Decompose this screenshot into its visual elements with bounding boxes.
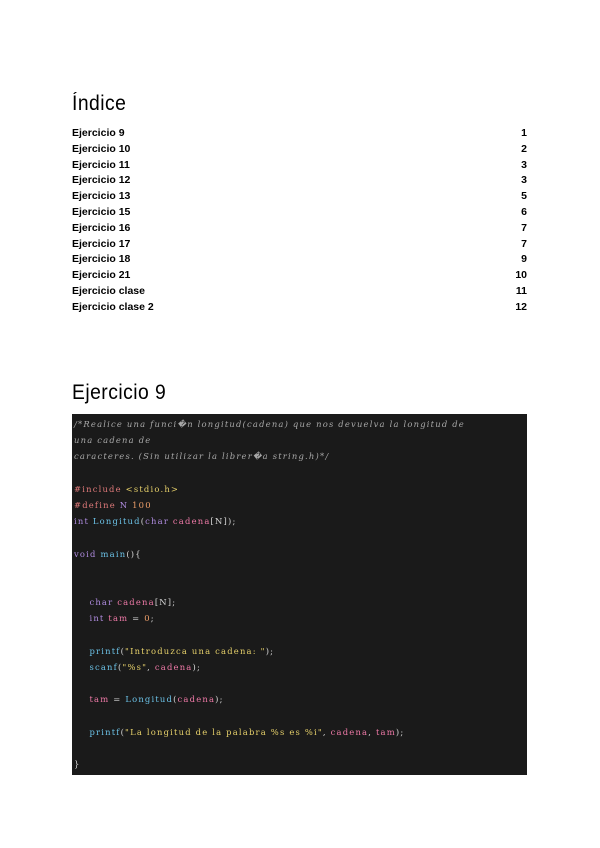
toc-entry[interactable] — [72, 205, 527, 221]
code-text — [72, 414, 527, 772]
code-variable: tam — [89, 694, 110, 705]
code-preprocessor: #include — [74, 483, 122, 494]
code-number: 0 — [144, 613, 151, 624]
toc-entry-page: 11 — [515, 284, 527, 297]
toc-entry-page: 9 — [521, 253, 527, 266]
code-macro: N — [119, 500, 129, 511]
toc-entry[interactable] — [72, 158, 527, 174]
code-punct: ); — [395, 726, 405, 737]
toc-entry-page: 2 — [521, 142, 527, 155]
code-punct: = — [109, 694, 126, 705]
code-variable: cadena — [172, 516, 211, 527]
toc-entry-label: Ejercicio 10 — [72, 142, 131, 155]
code-function: printf — [89, 726, 121, 737]
code-number: 100 — [132, 500, 152, 511]
code-variable: cadena — [330, 726, 369, 737]
table-of-contents — [72, 126, 527, 316]
toc-entry-label: Ejercicio 16 — [72, 221, 131, 234]
code-header: <stdio.h> — [125, 483, 180, 494]
code-type: int — [74, 516, 90, 527]
code-comment: caracteres. (Sin utilizar la librer�a string.h)*/ — [74, 451, 330, 462]
code-punct: ( — [140, 516, 146, 527]
code-punct: ); — [192, 662, 201, 673]
code-type: void — [74, 548, 97, 559]
toc-entry[interactable] — [72, 126, 527, 142]
toc-entry-label: Ejercicio 15 — [72, 205, 131, 218]
toc-entry-label: Ejercicio 21 — [72, 269, 131, 282]
code-type: int — [89, 613, 105, 624]
code-string: "%s" — [122, 662, 148, 673]
toc-entry[interactable] — [72, 237, 527, 253]
code-punct: = — [128, 613, 145, 624]
toc-entry-label: Ejercicio 11 — [72, 158, 130, 171]
code-punct: (){ — [126, 548, 142, 559]
code-comment: una cadena de — [74, 435, 152, 446]
code-punct: , — [322, 726, 331, 737]
toc-entry-page: 6 — [521, 205, 527, 218]
code-punct: ( — [120, 645, 126, 656]
toc-entry-label: Ejercicio clase — [72, 284, 145, 297]
toc-entry-page: 1 — [521, 127, 527, 139]
code-function: printf — [89, 645, 121, 656]
code-string: "Introduzca una cadena: " — [125, 645, 266, 656]
toc-entry-page: 3 — [521, 174, 527, 187]
code-punct: ); — [215, 694, 224, 705]
code-type: char — [89, 597, 114, 608]
code-preprocessor: #define — [74, 500, 116, 511]
toc-entry-page: 12 — [515, 300, 527, 313]
code-variable: tam — [375, 726, 396, 737]
toc-entry[interactable] — [72, 284, 527, 300]
toc-entry-label: Ejercicio 9 — [72, 127, 125, 139]
code-punct: , — [368, 726, 376, 737]
code-type: char — [145, 516, 170, 527]
section-title: Ejercicio 9 — [72, 381, 167, 404]
code-punct: ( — [120, 726, 126, 737]
code-string: "La longitud de la palabra %s es %i" — [125, 726, 323, 737]
toc-entry[interactable] — [72, 221, 527, 237]
code-function: Longitud — [125, 694, 174, 705]
code-punct: [N]; — [154, 597, 177, 608]
toc-entry[interactable] — [72, 252, 527, 268]
code-function: Longitud — [92, 516, 141, 527]
code-variable: tam — [108, 613, 129, 624]
code-variable: cadena — [177, 694, 216, 705]
toc-entry-page: 10 — [515, 269, 527, 282]
toc-entry[interactable] — [72, 300, 527, 316]
code-function: scanf — [89, 662, 118, 673]
toc-entry-label: Ejercicio 13 — [72, 190, 131, 203]
toc-title: Índice — [72, 92, 127, 115]
code-variable: cadena — [154, 662, 193, 673]
code-punct: ); — [265, 645, 275, 656]
toc-entry-page: 7 — [521, 237, 527, 250]
code-function: main — [100, 548, 127, 559]
toc-entry-page: 3 — [521, 158, 527, 171]
toc-entry-page: 5 — [521, 190, 527, 203]
code-block — [72, 414, 527, 775]
toc-entry-label: Ejercicio clase 2 — [72, 300, 154, 313]
toc-entry-label: Ejercicio 17 — [72, 237, 131, 250]
toc-entry[interactable] — [72, 268, 527, 284]
code-punct: ; — [150, 613, 155, 624]
toc-entry-label: Ejercicio 18 — [72, 253, 131, 266]
code-variable: cadena — [117, 597, 155, 608]
code-punct: ( — [173, 694, 178, 705]
toc-entry-page: 7 — [521, 221, 527, 234]
code-punct: , — [147, 662, 155, 673]
code-punct: [N]); — [210, 516, 237, 527]
code-punct: ( — [117, 662, 123, 673]
toc-entry[interactable] — [72, 142, 527, 158]
toc-entry-label: Ejercicio 12 — [72, 174, 131, 187]
toc-entry[interactable] — [72, 173, 527, 189]
toc-entry[interactable] — [72, 189, 527, 205]
code-punct: } — [74, 759, 81, 770]
code-comment: /*Realice una funci�n longitud(cadena) que nos devuelva la longitud de — [74, 419, 465, 429]
